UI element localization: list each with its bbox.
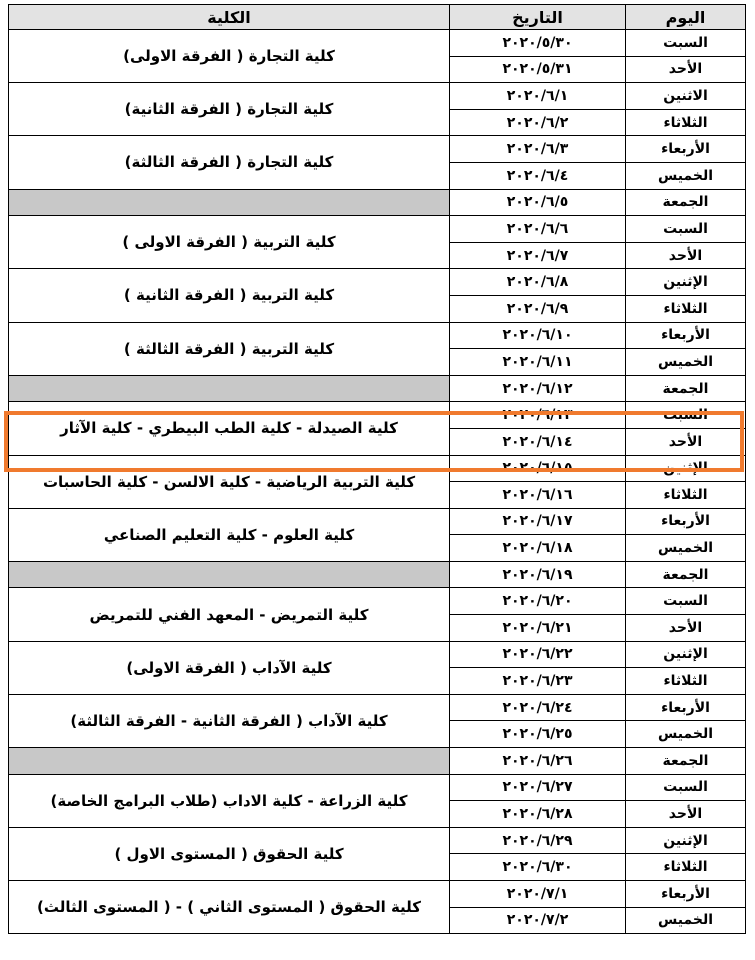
- date-cell: ٢٠٢٠/٦/١٨: [450, 535, 626, 562]
- date-cell: ٢٠٢٠/٦/١٧: [450, 508, 626, 535]
- exam-schedule-table: [8, 4, 746, 934]
- table-row: [9, 402, 746, 429]
- header-date: التاريخ: [450, 5, 626, 30]
- date-cell: ٢٠٢٠/٦/١٥: [450, 455, 626, 482]
- date-cell: ٢٠٢٠/٦/٧: [450, 242, 626, 269]
- date-cell: ٢٠٢٠/٦/٢٢: [450, 641, 626, 668]
- holiday-cell: [9, 189, 450, 216]
- date-cell: ٢٠٢٠/٦/١: [450, 83, 626, 110]
- day-cell: السبت: [626, 402, 746, 429]
- college-cell: كلية التربية الرياضية - كلية الالسن - كلية الحاسبات: [9, 455, 450, 508]
- date-cell: ٢٠٢٠/٦/١٢: [450, 375, 626, 402]
- day-cell: الثلاثاء: [626, 668, 746, 695]
- holiday-cell: [9, 375, 450, 402]
- college-cell: كلية الحقوق ( المستوى الثاني ) - ( المستوى الثالث): [9, 881, 450, 934]
- schedule-body: [9, 30, 746, 934]
- date-cell: ٢٠٢٠/٧/٢: [450, 907, 626, 934]
- date-cell: ٢٠٢٠/٦/٣٠: [450, 854, 626, 881]
- table-row: [9, 588, 746, 615]
- table-row: [9, 827, 746, 854]
- date-cell: ٢٠٢٠/٦/١٠: [450, 322, 626, 349]
- date-cell: ٢٠٢٠/٦/٥: [450, 189, 626, 216]
- day-cell: الاثنين: [626, 83, 746, 110]
- day-cell: الإثنين: [626, 641, 746, 668]
- date-cell: ٢٠٢٠/٦/١٣: [450, 402, 626, 429]
- table-row: [9, 561, 746, 588]
- day-cell: الأربعاء: [626, 881, 746, 908]
- day-cell: الأحد: [626, 801, 746, 828]
- day-cell: الجمعة: [626, 189, 746, 216]
- day-cell: السبت: [626, 588, 746, 615]
- college-cell: كلية الآداب ( الفرقة الاولى): [9, 641, 450, 694]
- college-cell: كلية الزراعة - كلية الاداب (طلاب البرامج الخاصة): [9, 774, 450, 827]
- date-cell: ٢٠٢٠/٦/٩: [450, 295, 626, 322]
- day-cell: الخميس: [626, 349, 746, 376]
- date-cell: ٢٠٢٠/٦/٢١: [450, 615, 626, 642]
- holiday-cell: [9, 561, 450, 588]
- college-cell: كلية الآداب ( الفرقة الثانية - الفرقة الثالثة): [9, 694, 450, 747]
- college-cell: كلية العلوم - كلية التعليم الصناعي: [9, 508, 450, 561]
- table-row: [9, 641, 746, 668]
- table-row: [9, 774, 746, 801]
- table-row: [9, 189, 746, 216]
- date-cell: ٢٠٢٠/٦/٢٤: [450, 694, 626, 721]
- date-cell: ٢٠٢٠/٦/٢: [450, 109, 626, 136]
- table-row: [9, 748, 746, 775]
- table-row: [9, 269, 746, 296]
- date-cell: ٢٠٢٠/٦/١٤: [450, 428, 626, 455]
- day-cell: الثلاثاء: [626, 295, 746, 322]
- day-cell: الجمعة: [626, 748, 746, 775]
- table-row: [9, 83, 746, 110]
- college-cell: كلية التجارة ( الفرقة الثالثة): [9, 136, 450, 189]
- date-cell: ٢٠٢٠/٦/٦: [450, 216, 626, 243]
- header-row: [9, 5, 746, 30]
- date-cell: ٢٠٢٠/٦/١٦: [450, 482, 626, 509]
- day-cell: الأحد: [626, 428, 746, 455]
- header-day: اليوم: [626, 5, 746, 30]
- day-cell: الجمعة: [626, 375, 746, 402]
- day-cell: الأحد: [626, 56, 746, 83]
- header-college: الكلية: [9, 5, 450, 30]
- date-cell: ٢٠٢٠/٥/٣١: [450, 56, 626, 83]
- day-cell: الإثنين: [626, 269, 746, 296]
- date-cell: ٢٠٢٠/٦/٢٧: [450, 774, 626, 801]
- date-cell: ٢٠٢٠/٦/٢٠: [450, 588, 626, 615]
- day-cell: الخميس: [626, 907, 746, 934]
- day-cell: الجمعة: [626, 561, 746, 588]
- date-cell: ٢٠٢٠/٦/٢٦: [450, 748, 626, 775]
- day-cell: الخميس: [626, 721, 746, 748]
- date-cell: ٢٠٢٠/٦/١١: [450, 349, 626, 376]
- date-cell: ٢٠٢٠/٦/٨: [450, 269, 626, 296]
- table-row: [9, 508, 746, 535]
- date-cell: ٢٠٢٠/٧/١: [450, 881, 626, 908]
- day-cell: الأربعاء: [626, 322, 746, 349]
- day-cell: الخميس: [626, 535, 746, 562]
- date-cell: ٢٠٢٠/٦/٣: [450, 136, 626, 163]
- college-cell: كلية الحقوق ( المستوى الاول ): [9, 827, 450, 880]
- college-cell: كلية التمريض - المعهد الفني للتمريض: [9, 588, 450, 641]
- date-cell: ٢٠٢٠/٦/١٩: [450, 561, 626, 588]
- college-cell: كلية التربية ( الفرقة الثانية ): [9, 269, 450, 322]
- college-cell: كلية التجارة ( الفرقة الثانية): [9, 83, 450, 136]
- date-cell: ٢٠٢٠/٦/٤: [450, 162, 626, 189]
- day-cell: السبت: [626, 774, 746, 801]
- table-row: [9, 216, 746, 243]
- date-cell: ٢٠٢٠/٦/٢٣: [450, 668, 626, 695]
- date-cell: ٢٠٢٠/٦/٢٨: [450, 801, 626, 828]
- college-cell: كلية التجارة ( الفرقة الاولى): [9, 30, 450, 83]
- date-cell: ٢٠٢٠/٦/٢٥: [450, 721, 626, 748]
- table-row: [9, 881, 746, 908]
- day-cell: السبت: [626, 30, 746, 57]
- college-cell: كلية التربية ( الفرقة الثالثة ): [9, 322, 450, 375]
- date-cell: ٢٠٢٠/٥/٣٠: [450, 30, 626, 57]
- day-cell: الأربعاء: [626, 694, 746, 721]
- day-cell: الثلاثاء: [626, 109, 746, 136]
- table-row: [9, 694, 746, 721]
- college-cell: كلية التربية ( الفرقة الاولى ): [9, 216, 450, 269]
- day-cell: الإثنين: [626, 455, 746, 482]
- table-row: [9, 375, 746, 402]
- day-cell: الثلاثاء: [626, 482, 746, 509]
- day-cell: الأحد: [626, 242, 746, 269]
- day-cell: السبت: [626, 216, 746, 243]
- day-cell: الخميس: [626, 162, 746, 189]
- day-cell: الثلاثاء: [626, 854, 746, 881]
- table-row: [9, 322, 746, 349]
- holiday-cell: [9, 748, 450, 775]
- table-row: [9, 30, 746, 57]
- table-row: [9, 136, 746, 163]
- day-cell: الإثنين: [626, 827, 746, 854]
- college-cell: كلية الصيدلة - كلية الطب البيطري - كلية الآثار: [9, 402, 450, 455]
- day-cell: الأحد: [626, 615, 746, 642]
- table-row: [9, 455, 746, 482]
- day-cell: الأربعاء: [626, 136, 746, 163]
- day-cell: الأربعاء: [626, 508, 746, 535]
- date-cell: ٢٠٢٠/٦/٢٩: [450, 827, 626, 854]
